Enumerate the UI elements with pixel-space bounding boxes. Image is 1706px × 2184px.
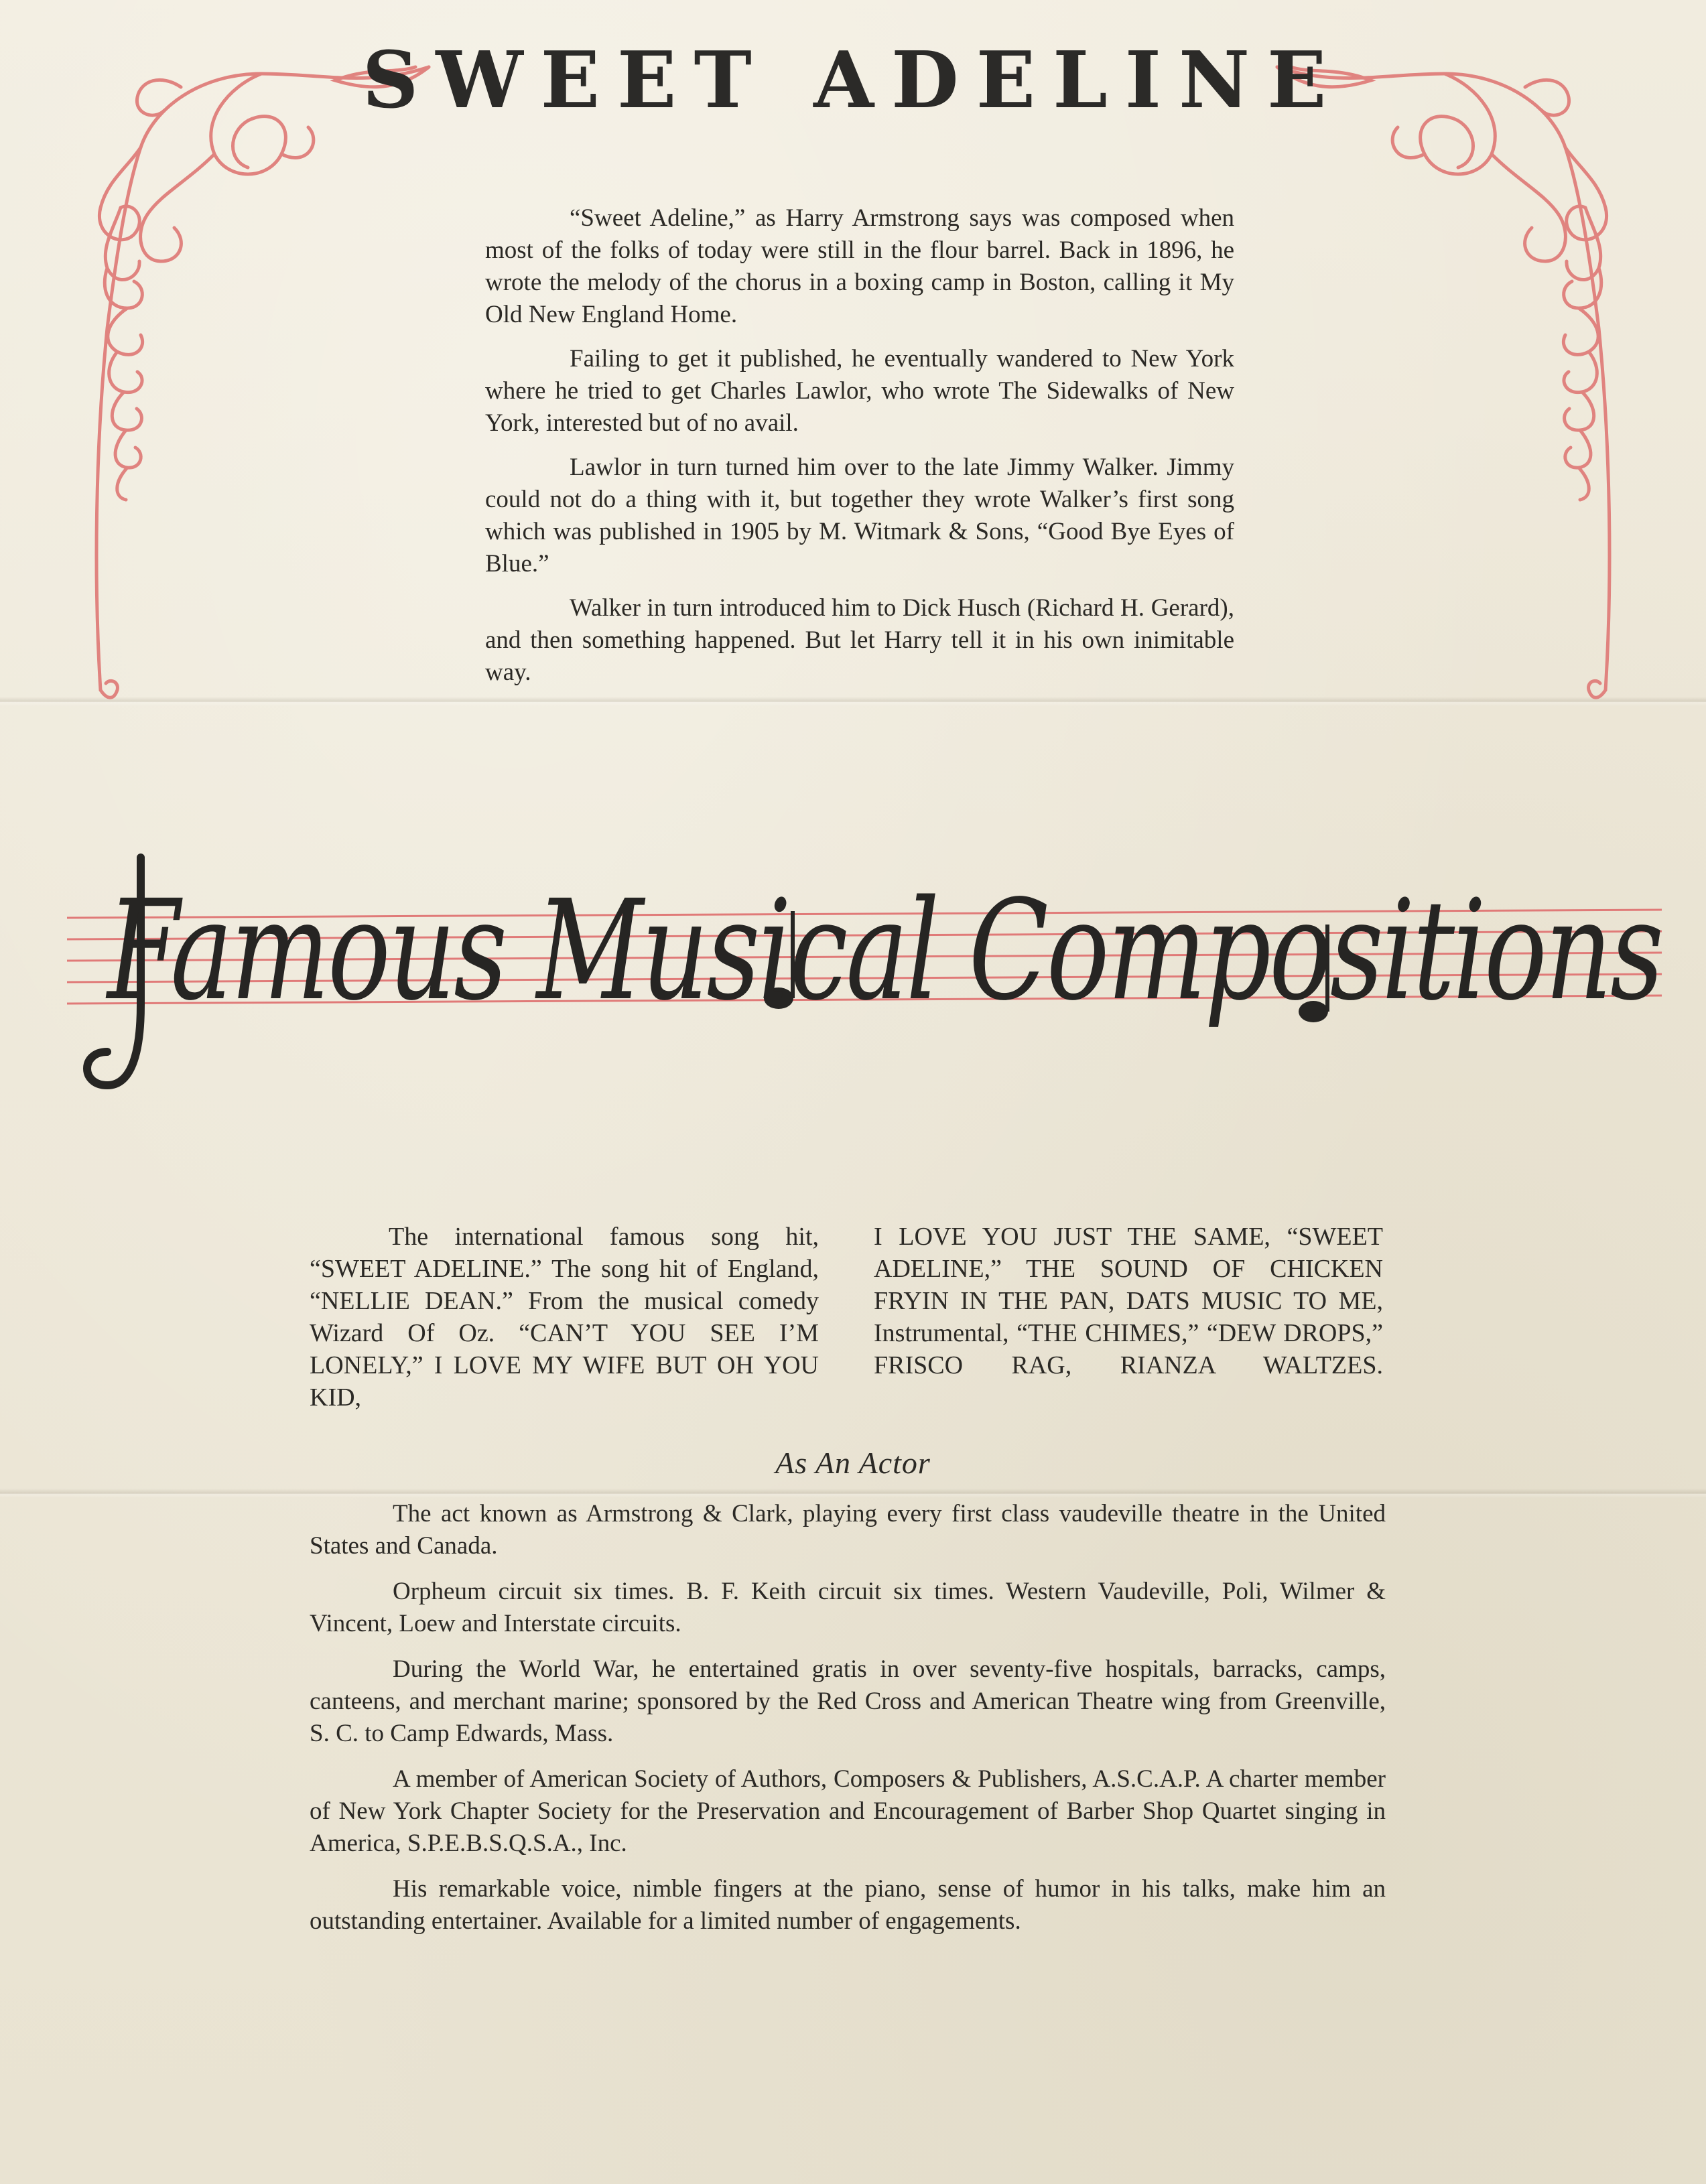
banner-title: Famous Musical Compositions (105, 870, 1662, 1031)
compositions-left-column (310, 1221, 819, 1414)
intro-paragraph: Lawlor in turn turned him over to the late Jimmy Walker. Jimmy could not do a thing with it, but together they wrote Walker’s first song which was published in 1905 by M. Witmark & Sons, “Good Bye Eyes of Blue.” (485, 454, 1234, 577)
scroll-flourish-icon (80, 47, 442, 710)
music-staff-banner (67, 831, 1662, 1112)
actor-section (310, 1498, 1386, 1951)
intro-paragraph: Walker in turn introduced him to Dick Husch (Richard H. Gerard), and then something happened. But let Harry tell it in his own inimitable way. (485, 594, 1234, 686)
paper-fold-line (0, 1489, 1706, 1498)
intro-paragraph: “Sweet Adeline,” as Harry Armstrong says was composed when most of the folks of today were still in the flour barrel. Back in 1896, he wrote the melody of the chorus in a boxing camp in Boston, calling it My Old New England Home. (485, 204, 1234, 328)
actor-paragraph: Orpheum circuit six times. B. F. Keith circuit six times. Western Vaudeville, Poli, Wilmer & Vincent, Loew and Interstate circuits. (310, 1578, 1386, 1637)
actor-paragraph: A member of American Society of Authors, Composers & Publishers, A.S.C.A.P. A charter member of New York Chapter Society for the Preservation and Encouragement of Barber Shop Quartet singing in America, S.P.E.B.S.Q.S.A., Inc. (310, 1765, 1386, 1857)
compositions-right-text: I LOVE YOU JUST THE SAME, “SWEET ADELINE,” THE SOUND OF CHICKEN FRYIN IN THE PAN, DATS MUSIC TO ME, Instrumental, “THE CHIMES,” “DEW DROPS,” FRISCO RAG, RIANZA WALTZES. (874, 1223, 1383, 1379)
actor-heading: As An Actor (775, 1446, 931, 1480)
page-title: SWEET ADELINE (362, 35, 1344, 126)
actor-paragraph: His remarkable voice, nimble fingers at the piano, sense of humor in his talks, make him an outstanding entertainer. Available for a limited number of engagements. (310, 1875, 1386, 1935)
compositions-left-text: The international famous song hit, “SWEET ADELINE.” The song hit of England, “NELLIE DEAN.” From the musical comedy Wizard Of Oz. “CAN’T YOU SEE I’M LONELY,” I LOVE MY WIFE BUT OH YOU KID, (310, 1223, 819, 1412)
intro-section (485, 202, 1234, 701)
actor-paragraph: During the World War, he entertained gratis in over seventy-five hospitals, barracks, camps, canteens, and merchant marine; sponsored by the Red Cross and American Theatre wing from Greenville, S. C. to Camp Edwards, Mass. (310, 1655, 1386, 1747)
compositions-right-column (874, 1221, 1383, 1414)
intro-paragraph: Failing to get it published, he eventually wandered to New York where he tried to get Charles Lawlor, who wrote The Sidewalks of New York, interested but of no avail. (485, 345, 1234, 437)
scroll-flourish-icon (1264, 47, 1626, 710)
actor-paragraph: The act known as Armstrong & Clark, playing every first class vaudeville theatre in the United States and Canada. (310, 1500, 1386, 1560)
compositions-list (310, 1221, 1383, 1414)
